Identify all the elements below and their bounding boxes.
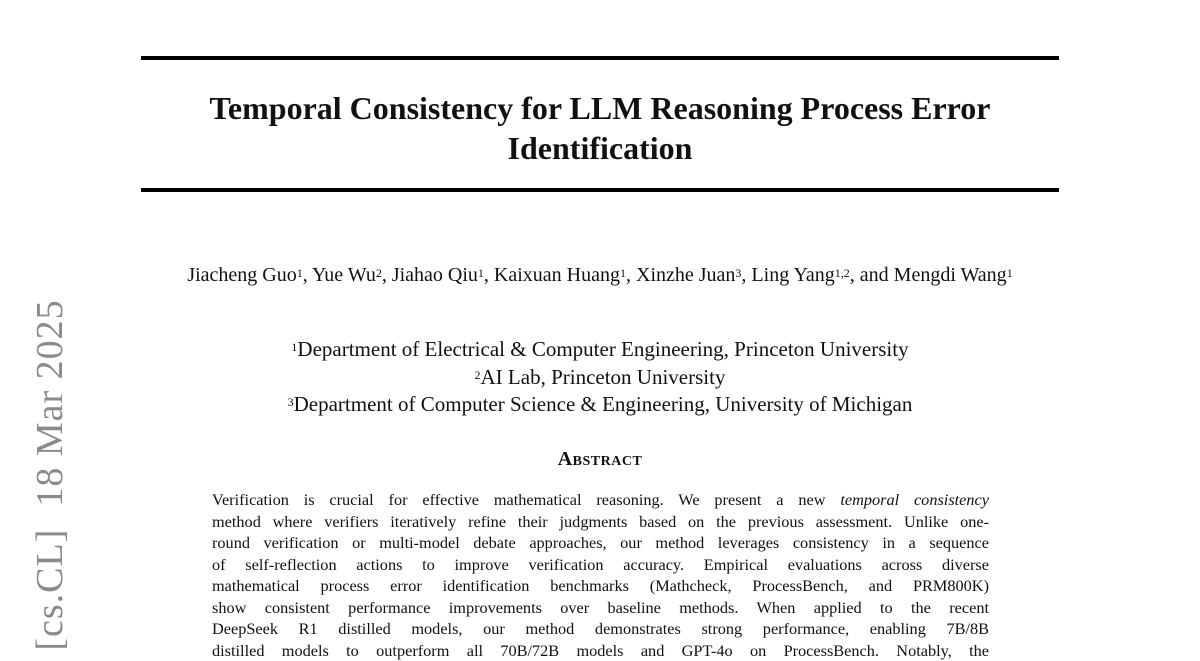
author-separator: , (382, 264, 392, 286)
abstract-line: of self-reflection actions to improve verification accuracy. Empirical evaluations across diverse (212, 554, 989, 576)
author-affiliation-marker: 1 (297, 266, 303, 280)
author-name: Mengdi Wang (894, 264, 1007, 286)
paper-title (141, 88, 1059, 168)
author-name: Jiacheng Guo (187, 264, 296, 286)
abstract-line: show consistent performance improvements over baseline methods. When applied to the recent (212, 597, 989, 619)
paper-title-line-1: Temporal Consistency for LLM Reasoning Process Error (141, 88, 1059, 128)
affiliation-list (141, 336, 1059, 419)
author-separator: , (303, 264, 312, 286)
author-name: Jiahao Qiu (392, 264, 478, 286)
author-separator: , and (850, 264, 894, 286)
title-bottom-rule (141, 188, 1059, 192)
affiliation-line (141, 336, 1059, 364)
affiliation-line (141, 364, 1059, 392)
author-name: Ling Yang (751, 264, 834, 286)
author-affiliation-marker: 1 (478, 266, 484, 280)
affiliation-text: Department of Electrical & Computer Engineering, Princeton University (297, 337, 908, 361)
abstract-line: DeepSeek R1 distilled models, our method demonstrates strong performance, enabling 7B/8B (212, 618, 989, 640)
author-name: Yue Wu (312, 264, 376, 286)
abstract-emphasis: temporal consistency (840, 490, 989, 509)
author-affiliation-marker: 1 (1007, 266, 1013, 280)
affiliation-text: Department of Computer Science & Engineering, University of Michigan (294, 392, 913, 416)
abstract-line: method where verifiers iteratively refine their judgments based on the previous assessment. Unlike one- (212, 511, 989, 533)
author-affiliation-marker: 2 (376, 266, 382, 280)
author-list (141, 262, 1059, 289)
abstract-line: Verification is crucial for effective mathematical reasoning. We present a new temporal consistency (212, 489, 989, 511)
author-name: Xinzhe Juan (636, 264, 735, 286)
author-separator: , (741, 264, 751, 286)
author-name: Kaixuan Huang (494, 264, 620, 286)
author-separator: , (626, 264, 636, 286)
affiliation-marker: 3 (288, 395, 294, 409)
arxiv-date: 18 Mar 2025 (29, 299, 71, 506)
author-affiliation-marker: 1,2 (835, 266, 850, 280)
affiliation-marker: 2 (475, 368, 481, 382)
abstract-line: round verification or multi-model debate approaches, our method leverages consistency in a sequence (212, 532, 989, 554)
paper-title-line-2: Identification (141, 128, 1059, 168)
arxiv-side-stamp (28, 299, 72, 650)
affiliation-line (141, 391, 1059, 419)
abstract-line: distilled models to outperform all 70B/72B models and GPT-4o on ProcessBench. Notably, the (212, 640, 989, 661)
arxiv-category: [cs.CL] (29, 529, 71, 651)
title-top-rule (141, 56, 1059, 60)
affiliation-marker: 1 (291, 340, 297, 354)
author-separator: , (484, 264, 494, 286)
abstract-text (212, 489, 989, 661)
author-affiliation-marker: 1 (620, 266, 626, 280)
affiliation-text: AI Lab, Princeton University (481, 365, 726, 389)
abstract-line: mathematical process error identification benchmarks (Mathcheck, ProcessBench, and PRM800K) (212, 575, 989, 597)
abstract-heading: Abstract (141, 447, 1059, 471)
author-affiliation-marker: 3 (735, 266, 741, 280)
